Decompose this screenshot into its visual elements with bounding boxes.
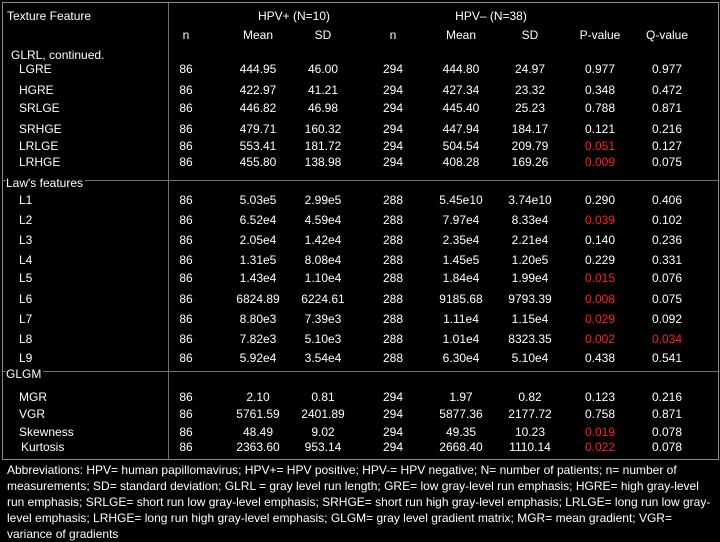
cell-n-hpv-positive: 86 <box>179 122 193 136</box>
cell-q-value: 0.127 <box>651 139 683 153</box>
cell-q-value: 0.102 <box>651 213 683 227</box>
row-feature-label: LGRE <box>19 62 52 76</box>
row-feature-label: L6 <box>19 292 33 306</box>
cell-q-value: 0.034 <box>651 332 683 346</box>
cell-n-hpv-positive: 86 <box>179 213 193 227</box>
row-feature-label: Skewness <box>19 425 74 439</box>
cell-q-value: 0.236 <box>651 233 683 247</box>
cell-sd-hpv-negative: 2.21e4 <box>511 233 549 247</box>
cell-n-hpv-positive: 86 <box>179 332 193 346</box>
cell-mean-hpv-positive: 7.82e3 <box>239 332 277 346</box>
cell-mean-hpv-positive: 446.82 <box>239 101 277 115</box>
cell-sd-hpv-negative: 24.97 <box>514 62 546 76</box>
cell-n-hpv-positive: 86 <box>179 83 193 97</box>
cell-sd-hpv-negative: 23.32 <box>514 83 546 97</box>
cell-q-value: 0.092 <box>651 312 683 326</box>
cell-sd-hpv-positive: 160.32 <box>304 122 342 136</box>
cell-n-hpv-positive: 86 <box>179 312 193 326</box>
cell-sd-hpv-positive: 0.81 <box>311 390 335 404</box>
cell-mean-hpv-negative: 5.45e10 <box>439 193 483 207</box>
cell-n-hpv-negative: 294 <box>382 390 404 404</box>
cell-mean-hpv-positive: 5.03e5 <box>239 193 277 207</box>
cell-sd-hpv-positive: 2.99e5 <box>304 193 342 207</box>
cell-mean-hpv-positive: 479.71 <box>239 122 277 136</box>
cell-n-hpv-positive: 86 <box>179 292 193 306</box>
cell-n-hpv-positive: 86 <box>179 271 193 285</box>
cell-mean-hpv-negative: 6.30e4 <box>442 351 480 365</box>
cell-n-hpv-negative: 288 <box>382 213 404 227</box>
cell-sd-hpv-negative: 8323.35 <box>508 332 552 346</box>
feature-column-divider <box>168 3 169 459</box>
cell-p-value: 0.758 <box>584 407 616 421</box>
cell-sd-hpv-positive: 2401.89 <box>301 407 345 421</box>
cell-q-value: 0.216 <box>651 390 683 404</box>
header-hpv-negative: HPV– (N=38) <box>455 9 527 23</box>
cell-mean-hpv-positive: 6.52e4 <box>239 213 277 227</box>
cell-n-hpv-negative: 294 <box>382 139 404 153</box>
cell-n-hpv-negative: 288 <box>382 351 404 365</box>
cell-mean-hpv-negative: 1.97 <box>449 390 473 404</box>
cell-sd-hpv-negative: 10.23 <box>514 425 546 439</box>
cell-sd-hpv-negative: 0.82 <box>518 390 542 404</box>
cell-mean-hpv-positive: 5.92e4 <box>239 351 277 365</box>
cell-n-hpv-negative: 294 <box>382 407 404 421</box>
cell-mean-hpv-negative: 408.28 <box>442 155 480 169</box>
cell-mean-hpv-positive: 5761.59 <box>236 407 280 421</box>
cell-mean-hpv-positive: 553.41 <box>239 139 277 153</box>
cell-mean-hpv-positive: 6824.89 <box>236 292 280 306</box>
cell-mean-hpv-negative: 427.34 <box>442 83 480 97</box>
header-mean: Mean <box>242 28 274 42</box>
cell-p-value: 0.121 <box>584 122 616 136</box>
cell-sd-hpv-negative: 25.23 <box>514 101 546 115</box>
cell-p-value: 0.438 <box>584 351 616 365</box>
cell-p-value: 0.019 <box>584 425 616 439</box>
cell-p-value: 0.290 <box>584 193 616 207</box>
cell-sd-hpv-positive: 3.54e4 <box>304 351 342 365</box>
cell-n-hpv-negative: 294 <box>382 155 404 169</box>
row-feature-label: Kurtosis <box>21 440 65 454</box>
cell-mean-hpv-negative: 7.97e4 <box>442 213 480 227</box>
cell-sd-hpv-positive: 7.39e3 <box>304 312 342 326</box>
cell-q-value: 0.541 <box>651 351 683 365</box>
cell-p-value: 0.015 <box>584 271 616 285</box>
cell-mean-hpv-negative: 444.80 <box>442 62 480 76</box>
cell-sd-hpv-positive: 138.98 <box>304 155 342 169</box>
row-feature-label: L3 <box>19 233 33 247</box>
cell-mean-hpv-negative: 5877.36 <box>439 407 483 421</box>
row-feature-label: L7 <box>19 312 33 326</box>
cell-sd-hpv-negative: 2177.72 <box>508 407 552 421</box>
cell-p-value: 0.123 <box>584 390 616 404</box>
cell-mean-hpv-positive: 422.97 <box>239 83 277 97</box>
cell-n-hpv-positive: 86 <box>179 155 193 169</box>
cell-p-value: 0.788 <box>584 101 616 115</box>
cell-mean-hpv-negative: 1.01e4 <box>442 332 480 346</box>
row-feature-label: LRLGE <box>19 139 59 153</box>
cell-n-hpv-negative: 288 <box>382 271 404 285</box>
cell-n-hpv-positive: 86 <box>179 62 193 76</box>
cell-sd-hpv-positive: 41.21 <box>307 83 339 97</box>
row-feature-label: L5 <box>19 271 33 285</box>
cell-sd-hpv-negative: 184.17 <box>511 122 549 136</box>
cell-sd-hpv-positive: 953.14 <box>304 440 342 454</box>
section-label-glrl: GLRL, continued. <box>11 48 105 62</box>
cell-p-value: 0.229 <box>584 253 616 267</box>
cell-mean-hpv-positive: 444.95 <box>239 62 277 76</box>
cell-n-hpv-negative: 288 <box>382 332 404 346</box>
cell-n-hpv-positive: 86 <box>179 253 193 267</box>
cell-n-hpv-negative: 294 <box>382 101 404 115</box>
cell-sd-hpv-negative: 1.20e5 <box>511 253 549 267</box>
cell-q-value: 0.331 <box>651 253 683 267</box>
cell-p-value: 0.039 <box>584 213 616 227</box>
cell-n-hpv-negative: 288 <box>382 193 404 207</box>
header-sd: SD <box>521 28 539 42</box>
cell-n-hpv-negative: 294 <box>382 425 404 439</box>
results-table <box>2 2 719 460</box>
cell-sd-hpv-negative: 3.74e10 <box>508 193 552 207</box>
section-divider <box>3 371 718 372</box>
cell-mean-hpv-positive: 8.80e3 <box>239 312 277 326</box>
cell-n-hpv-negative: 288 <box>382 233 404 247</box>
cell-n-hpv-positive: 86 <box>179 139 193 153</box>
header-mean: Mean <box>445 28 477 42</box>
cell-p-value: 0.002 <box>584 332 616 346</box>
cell-n-hpv-positive: 86 <box>179 407 193 421</box>
cell-mean-hpv-positive: 2.10 <box>246 390 270 404</box>
cell-p-value: 0.009 <box>584 155 616 169</box>
cell-n-hpv-positive: 86 <box>179 193 193 207</box>
cell-mean-hpv-negative: 49.35 <box>445 425 477 439</box>
cell-n-hpv-positive: 86 <box>179 440 193 454</box>
cell-n-hpv-negative: 294 <box>382 440 404 454</box>
cell-mean-hpv-negative: 447.94 <box>442 122 480 136</box>
cell-q-value: 0.078 <box>651 425 683 439</box>
cell-n-hpv-negative: 288 <box>382 292 404 306</box>
cell-sd-hpv-negative: 209.79 <box>511 139 549 153</box>
cell-n-hpv-positive: 86 <box>179 425 193 439</box>
row-feature-label: L1 <box>19 193 33 207</box>
cell-n-hpv-positive: 86 <box>179 390 193 404</box>
cell-sd-hpv-negative: 1110.14 <box>509 440 551 454</box>
cell-mean-hpv-negative: 445.40 <box>442 101 480 115</box>
row-feature-label: L2 <box>19 213 33 227</box>
cell-sd-hpv-negative: 8.33e4 <box>511 213 549 227</box>
row-feature-label: SRLGE <box>19 101 60 115</box>
cell-mean-hpv-positive: 1.31e5 <box>239 253 277 267</box>
cell-p-value: 0.140 <box>584 233 616 247</box>
cell-q-value: 0.406 <box>651 193 683 207</box>
cell-mean-hpv-negative: 9185.68 <box>439 292 483 306</box>
header-sd: SD <box>314 28 332 42</box>
cell-q-value: 0.977 <box>651 62 683 76</box>
section-divider <box>3 180 718 181</box>
row-feature-label: L4 <box>19 253 33 267</box>
cell-q-value: 0.075 <box>651 292 683 306</box>
row-feature-label: L9 <box>19 351 33 365</box>
cell-p-value: 0.977 <box>584 62 616 76</box>
cell-q-value: 0.871 <box>651 407 683 421</box>
header-hpv-positive: HPV+ (N=10) <box>257 9 331 23</box>
cell-sd-hpv-negative: 1.99e4 <box>511 271 549 285</box>
cell-sd-hpv-positive: 4.59e4 <box>304 213 342 227</box>
cell-mean-hpv-positive: 455.80 <box>239 155 277 169</box>
cell-n-hpv-negative: 294 <box>382 122 404 136</box>
cell-sd-hpv-positive: 6224.61 <box>301 292 345 306</box>
cell-sd-hpv-positive: 181.72 <box>304 139 342 153</box>
header-n: n <box>389 28 397 42</box>
header-p-value: P-value <box>579 28 621 42</box>
cell-n-hpv-positive: 86 <box>179 351 193 365</box>
cell-sd-hpv-positive: 1.10e4 <box>304 271 342 285</box>
cell-sd-hpv-positive: 1.42e4 <box>304 233 342 247</box>
cell-n-hpv-negative: 294 <box>382 62 404 76</box>
cell-q-value: 0.871 <box>651 101 683 115</box>
cell-mean-hpv-positive: 1.43e4 <box>239 271 277 285</box>
cell-sd-hpv-positive: 46.00 <box>307 62 339 76</box>
section-label-glgm: GLGM <box>6 367 42 381</box>
cell-p-value: 0.029 <box>584 312 616 326</box>
row-feature-label: SRHGE <box>19 122 62 136</box>
cell-sd-hpv-negative: 169.26 <box>511 155 549 169</box>
cell-sd-hpv-positive: 46.98 <box>307 101 339 115</box>
cell-mean-hpv-positive: 48.49 <box>242 425 274 439</box>
cell-sd-hpv-positive: 8.08e4 <box>304 253 342 267</box>
row-feature-label: LRHGE <box>19 155 61 169</box>
header-n: n <box>182 28 190 42</box>
cell-mean-hpv-positive: 2363.60 <box>236 440 280 454</box>
cell-sd-hpv-negative: 1.15e4 <box>511 312 549 326</box>
row-feature-label: HGRE <box>19 83 54 97</box>
cell-q-value: 0.078 <box>651 440 683 454</box>
cell-mean-hpv-negative: 1.11e4 <box>443 312 479 326</box>
cell-n-hpv-positive: 86 <box>179 233 193 247</box>
cell-p-value: 0.051 <box>584 139 616 153</box>
cell-mean-hpv-negative: 504.54 <box>442 139 480 153</box>
cell-mean-hpv-negative: 2.35e4 <box>442 233 480 247</box>
header-q-value: Q-value <box>645 28 689 42</box>
cell-n-hpv-negative: 288 <box>382 312 404 326</box>
cell-n-hpv-positive: 86 <box>179 101 193 115</box>
cell-sd-hpv-negative: 9793.39 <box>508 292 552 306</box>
cell-q-value: 0.076 <box>651 271 683 285</box>
cell-mean-hpv-negative: 1.84e4 <box>442 271 480 285</box>
section-label-laws: Law's features <box>6 176 83 190</box>
cell-n-hpv-negative: 288 <box>382 253 404 267</box>
cell-mean-hpv-negative: 1.45e5 <box>442 253 480 267</box>
cell-n-hpv-negative: 294 <box>382 83 404 97</box>
cell-sd-hpv-negative: 5.10e4 <box>511 351 549 365</box>
cell-p-value: 0.008 <box>584 292 616 306</box>
cell-mean-hpv-negative: 2668.40 <box>439 440 483 454</box>
cell-q-value: 0.472 <box>651 83 683 97</box>
cell-p-value: 0.022 <box>584 440 616 454</box>
row-feature-label: MGR <box>19 390 47 404</box>
row-feature-label: L8 <box>19 332 33 346</box>
cell-q-value: 0.075 <box>651 155 683 169</box>
cell-sd-hpv-positive: 9.02 <box>311 425 335 439</box>
header-texture-feature: Texture Feature <box>7 9 92 23</box>
footnote: Abbreviations: HPV= human papillomavirus; HPV+= HPV positive; HPV-= HPV negative; N= number of patients; n= number of measurements; SD= standard deviation; GLRL = gray level run length; GRE= low gray-level run emphasis; HGRE= high gray-level run emphasis; SRLGE= short run low gray-level emphasis; SRHGE= short run high gray-level emphasis; LRLGE= long run low gray-level emphasis; LRHGE= long run high gray-level emphasis; GLGM= gray level gradient matrix; MGR= mean gradient; VGR= variance of gradients <box>7 463 711 541</box>
row-feature-label: VGR <box>19 407 46 421</box>
cell-q-value: 0.216 <box>651 122 683 136</box>
cell-p-value: 0.348 <box>584 83 616 97</box>
cell-mean-hpv-positive: 2.05e4 <box>239 233 277 247</box>
cell-sd-hpv-positive: 5.10e3 <box>304 332 342 346</box>
